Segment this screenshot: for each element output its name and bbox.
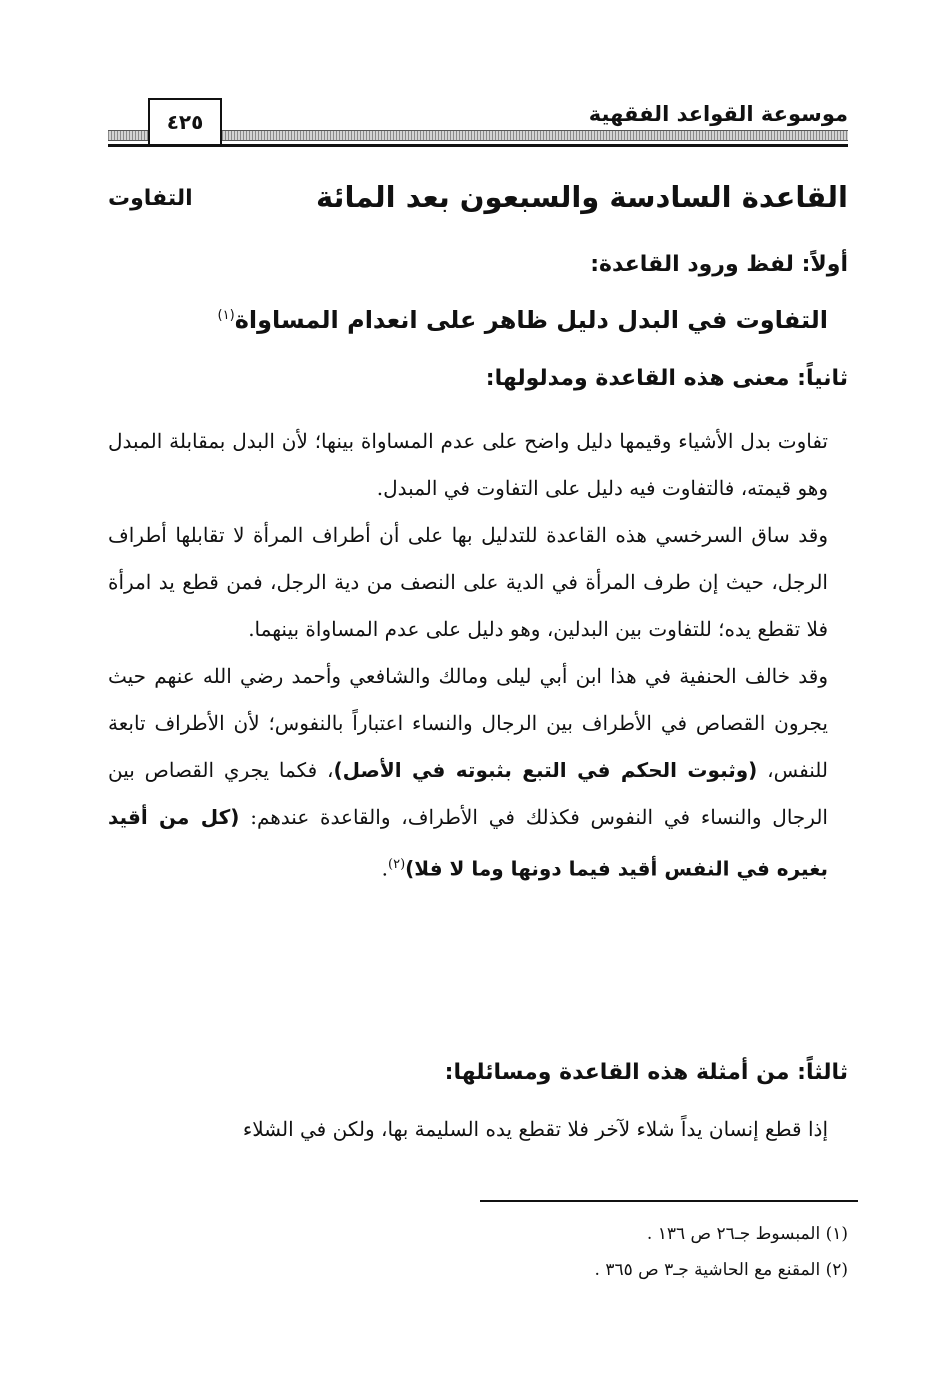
footnote-ref-1: (١) bbox=[217, 308, 235, 323]
examples-paragraph-1: إذا قطع إنسان يداً شلاء لآخر فلا تقطع يده السليمة بها، ولكن في الشلاء bbox=[242, 1117, 828, 1141]
meaning-paragraph-2: وقد ساق السرخسي هذه القاعدة للتدليل بها على أن أطراف المرأة لا تقابلها أطراف الرجل، حيث إن طرف المرأة في الدية على النصف من دية الرجل، فمن قطع يد امرأة فلا تقطع يده؛ للتفاوت بين البدلين، وهو دليل على عدم المساواة بينهما. bbox=[108, 523, 828, 641]
paragraph-3-text-a: وقد خالف الحنفية في هذا ابن أبي ليلى ومالك والشافعي وأحمد رضي الله عنهم حيث يجرون القصاص في الأطراف بين الرجال والنساء اعتباراً بالنفوس؛ لأن الأطراف تابعة للنفس، bbox=[108, 664, 828, 782]
rule-statement bbox=[218, 306, 828, 334]
meaning-paragraph-3 bbox=[108, 653, 828, 893]
footnote-ref-2: (٢) bbox=[388, 857, 406, 872]
quoted-rule-1: (وثبوت الحكم في التبع بثبوته في الأصل) bbox=[333, 758, 758, 782]
rule-title: القاعدة السادسة والسبعون بعد المائة bbox=[315, 180, 848, 214]
meaning-paragraph-1: تفاوت بدل الأشياء وقيمها دليل واضح على عدم المساواة بينها؛ لأن البدل بمقابلة المبدل وهو قيمته، فالتفاوت فيه دليل على التفاوت في المبدل. bbox=[108, 429, 828, 500]
examples-body bbox=[108, 1106, 828, 1153]
section-heading-second: ثانياً: معنى هذه القاعدة ومدلولها: bbox=[485, 366, 848, 391]
paragraph-3-end: . bbox=[381, 856, 389, 881]
quoted-rule-2: (كل من أقيد بغيره في النفس أقيد فيما دونها وما لا فلا) bbox=[108, 805, 828, 881]
meaning-body bbox=[108, 418, 828, 893]
footnote-1: (١) المبسوط جـ٢٦ ص ١٣٦ . bbox=[646, 1224, 848, 1244]
running-header bbox=[108, 96, 848, 154]
footnote-2: (٢) المقنع مع الحاشية جـ٣ ص ٣٦٥ . bbox=[594, 1260, 848, 1280]
book-title: موسوعة القواعد الفقهية bbox=[588, 102, 848, 126]
topic-label: التفاوت bbox=[108, 186, 193, 211]
page-number: ٤٢٥ bbox=[148, 98, 222, 144]
footnote-separator bbox=[480, 1200, 858, 1202]
section-heading-first: أولاً: لفظ ورود القاعدة: bbox=[590, 252, 848, 277]
header-rule bbox=[108, 144, 848, 147]
paragraph-3-text-c: ، فكما يجري القصاص بين الرجال والنساء في النفوس فكذلك في الأطراف، والقاعدة عندهم: bbox=[108, 758, 828, 829]
section-heading-third: ثالثاً: من أمثلة هذه القاعدة ومسائلها: bbox=[444, 1060, 848, 1085]
rule-statement-text: التفاوت في البدل دليل ظاهر على انعدام المساواة bbox=[234, 306, 828, 334]
